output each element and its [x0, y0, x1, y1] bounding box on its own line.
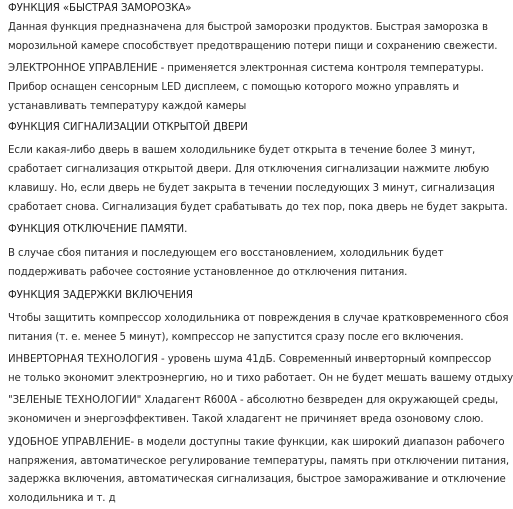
heading-fast-freeze: ФУНКЦИЯ «БЫСТРАЯ ЗАМОРОЗКА» [8, 3, 192, 14]
paragraph-line: клавишу. Но, если дверь не будет закрыта в течении последующих 3 минут, сигнализация [8, 182, 495, 194]
paragraph-line: задержка включения, автоматическая сигнализация, быстрое замораживание и отключение [8, 474, 506, 486]
paragraph-line: Чтобы защитить компрессор холодильника от повреждения в случае кратковременного сбоя [8, 313, 509, 325]
heading-start-delay: ФУНКЦИЯ ЗАДЕРЖКИ ВКЛЮЧЕНИЯ [8, 289, 193, 301]
paragraph-line: В случае сбоя питания и последующем его восстановлением, холодильник будет [8, 248, 444, 259]
heading-open-door-alarm: ФУНКЦИЯ СИГНАЛИЗАЦИИ ОТКРЫТОЙ ДВЕРИ [8, 121, 248, 133]
paragraph-line: холодильника и т. д [8, 493, 116, 504]
paragraph-line: сработает сигнализация открытой двери. Для отключения сигнализации нажмите любую [8, 164, 490, 175]
paragraph-line: устанавливать температуру каждой камеры [8, 100, 247, 112]
paragraph-line: сработает снова. Сигнализация будет срабатывать до тех пор, пока дверь не будет закрыта. [8, 201, 508, 213]
paragraph-convenient-control: УДОБНОЕ УПРАВЛЕНИЕ- в модели доступны такие функции, как широкий диапазон рабочего [8, 436, 505, 448]
paragraph-line: поддерживать рабочее состояние установленное до отключения питания. [8, 266, 408, 278]
paragraph-line: питания (т. е. менее 5 минут), компрессор не запустится сразу после его включения. [8, 332, 464, 343]
paragraph-inverter-technology: ИНВЕРТОРНАЯ ТЕХНОЛОГИЯ - уровень шума 41дБ. Современный инверторный компрессор [8, 353, 492, 365]
paragraph-line: Данная функция предназначена для быстрой заморозки продуктов. Быстрая заморозка в [8, 21, 488, 33]
paragraph-electronic-control: ЭЛЕКТРОННОЕ УПРАВЛЕНИЕ - применяется электронная система контроля температуры. [8, 63, 484, 75]
paragraph-line: Прибор оснащен сенсорным LED дисплеем, с помощью которого можно управлять и [8, 82, 459, 93]
paragraph-line: не только экономит электроэнергию, но и тихо работает. Он не будет мешать вашему отдыху [8, 372, 513, 384]
paragraph-line: морозильной камере способствует предотвращению потери пищи и сохранению свежести. [8, 40, 498, 52]
paragraph-green-technologies: "ЗЕЛЕНЫЕ ТЕХНОЛОГИИ" Хладагент R600A - абсолютно безвреден для окружающей среды, [8, 395, 499, 407]
heading-memory-off: ФУНКЦИЯ ОТКЛЮЧЕНИЕ ПАМЯТИ. [8, 224, 188, 236]
paragraph-line: экономичен и энергоэффективен. Такой хладагент не причиняет вреда озоновому слою. [8, 414, 484, 425]
paragraph-line: напряжения, автоматическое регулирование температуры, память при отключении питания, [8, 455, 510, 467]
paragraph-line: Если какая-либо дверь в вашем холодильнике будет открыта в течение более 3 минут, [8, 145, 476, 157]
